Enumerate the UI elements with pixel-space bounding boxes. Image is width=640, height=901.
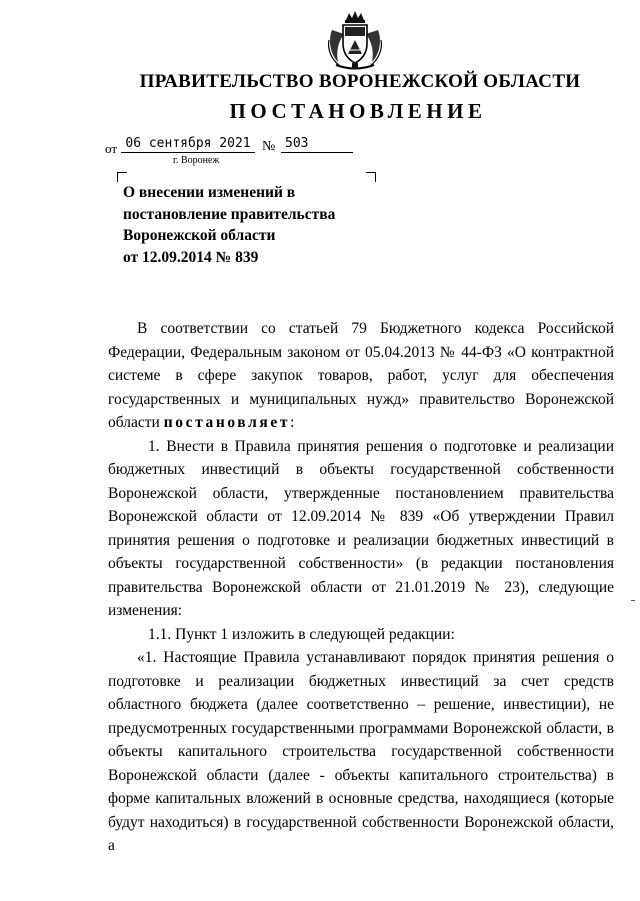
issue-city: г. Воронеж bbox=[173, 155, 220, 166]
subject-line: О внесении изменений в bbox=[123, 184, 296, 201]
intro-paragraph bbox=[108, 317, 614, 435]
subject-line: постановление правительства bbox=[123, 205, 336, 223]
subject-bracket-right bbox=[366, 172, 376, 182]
coat-of-arms-icon bbox=[326, 10, 384, 72]
margin-mark bbox=[631, 600, 635, 601]
intro-text: В соответствии со статьей 79 Бюджетного кодекса Российской Федерации, Федеральным законом от 05.04.2013 № 44-ФЗ «О контрактной системе в сфере закупок товаров, работ, услуг для обеспечения государственных и муниципальных нужд» правительство Воронежской области bbox=[108, 320, 614, 431]
subject-bracket-left bbox=[117, 172, 127, 182]
decree-word: постановляет bbox=[163, 414, 291, 431]
decree-colon: : bbox=[290, 414, 295, 431]
document-body bbox=[108, 317, 614, 858]
subject-line: Воронежской области bbox=[123, 227, 276, 244]
subject-line: от 12.09.2014 № 839 bbox=[123, 248, 259, 266]
number-sign: № bbox=[262, 139, 276, 154]
document-subject bbox=[123, 182, 383, 268]
date-prefix: от bbox=[105, 141, 118, 156]
document-number: 503 bbox=[281, 136, 353, 153]
document-type: ПОСТАНОВЛЕНИЕ bbox=[229, 99, 487, 123]
dateline bbox=[105, 136, 365, 170]
quote-paragraph: «1. Настоящие Правила устанавливают порядок принятия решения о подготовке и реализации бюджетных инвестиций за счет средств областного бюджета (далее соответственно – решение, инвестиции), не предусмотренных государственными программами Воронежской области, в объекты капитального строительства государственной собственности Воронежской области (далее - объекты капитального строительства) в форме капитальных вложений в основные средства, находящиеся (которые будут находиться) в государственной собственности Воронежской области, а bbox=[108, 649, 614, 854]
item-1-paragraph: 1. Внести в Правила принятия решения о подготовке и реализации бюджетных инвестиций в объекты государственной собственности Воронежской области, утвержденные постановлением правительства Воронежской области от 12.09.2014 № 839 «Об утверждении Правил принятия решения о подготовке и реализации бюджетных инвестиций в объекты государственной собственности» (в редакции постановления правительства Воронежской области от 21.01.2019 № 23), следующие изменения: bbox=[108, 437, 614, 619]
item-1-1-paragraph: 1.1. Пункт 1 изложить в следующей редакции: bbox=[148, 625, 455, 643]
organization-name: ПРАВИТЕЛЬСТВО ВОРОНЕЖСКОЙ ОБЛАСТИ bbox=[139, 71, 581, 92]
document-date: 06 сентября 2021 bbox=[121, 136, 255, 153]
